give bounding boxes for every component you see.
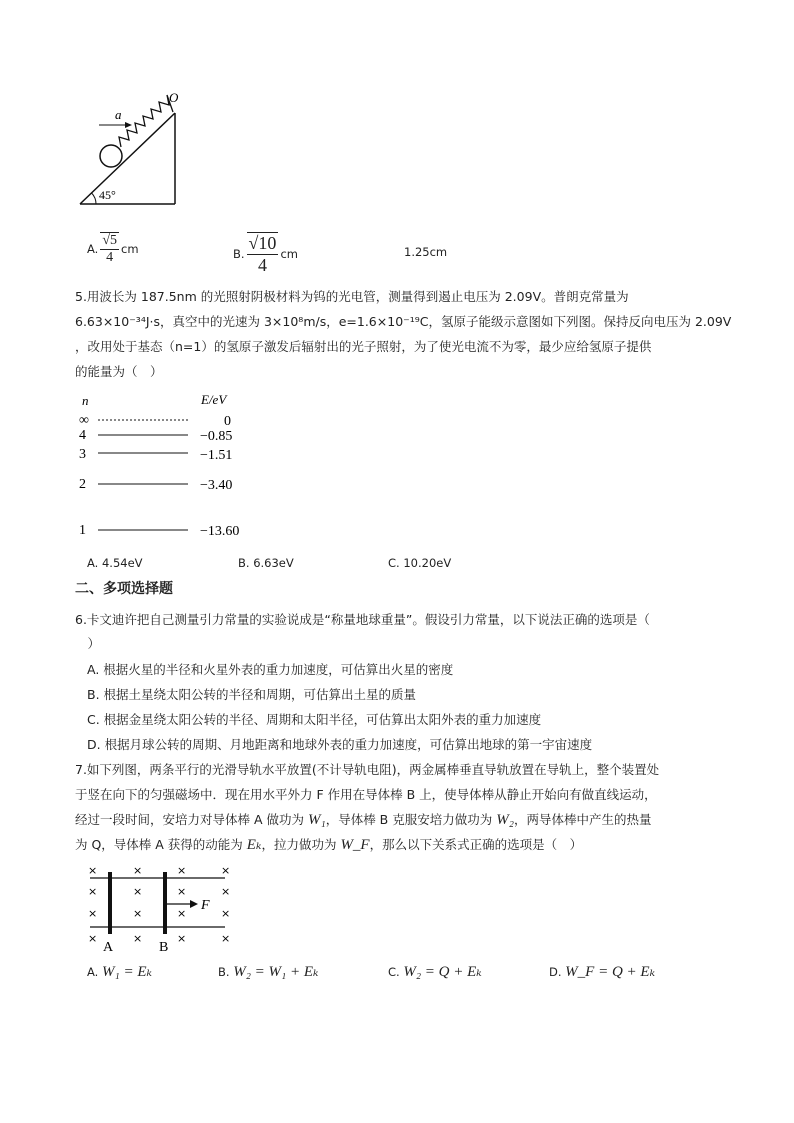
q6-line-2: ） [75, 636, 101, 651]
q6-option-a[interactable]: A. 根据火星的半径和火星外表的重力加速度，可估算出火星的密度 [87, 662, 454, 677]
level-n-3: 3 [79, 447, 86, 462]
field-cross: × [133, 932, 143, 945]
level-e-2: −3.40 [200, 478, 233, 493]
level-e-1: −13.60 [200, 524, 240, 539]
w2-symbol: W₂ [496, 812, 514, 828]
angle-label: 45° [99, 188, 116, 202]
field-cross: × [177, 932, 187, 945]
spring [119, 95, 173, 147]
field-cross: × [221, 864, 231, 877]
field-cross: × [88, 932, 98, 945]
field-cross: × [221, 907, 231, 920]
q5-line-2: 6.63×10⁻³⁴J·s，真空中的光速为 3×10⁸m/s，e=1.6×10⁻¹⁹C，氢原子能级示意图如下列图。保持反向电压为 2.09V [75, 314, 732, 329]
n-header: n [82, 393, 89, 408]
q7-option-d[interactable]: D. W_F = Q + Eₖ [549, 964, 656, 980]
q4-a-den: 4 [106, 250, 114, 265]
field-cross: × [177, 864, 187, 877]
field-cross: × [88, 885, 98, 898]
level-e-inf: 0 [224, 414, 231, 429]
field-cross: × [133, 907, 143, 920]
label-a: a [115, 107, 122, 122]
q6-option-c[interactable]: C. 根据金星绕太阳公转的半径、周期和太阳半径，可估算出太阳外表的重力加速度 [87, 712, 542, 727]
q7-option-c[interactable]: C. W₂ = Q + Eₖ [388, 964, 482, 980]
q5-option-c[interactable]: C. 10.20eV [388, 556, 452, 570]
force-arrowhead [190, 900, 198, 908]
ek-symbol: Eₖ [246, 837, 262, 853]
level-n-4: 4 [79, 428, 86, 443]
energy-level-diagram [70, 390, 270, 550]
level-e-4: −0.85 [200, 429, 233, 444]
q6-option-b[interactable]: B. 根据土星绕太阳公转的半径和周期，可估算出土星的质量 [87, 687, 417, 702]
q7-line-1: 7.如下列图，两条平行的光滑导轨水平放置(不计导轨电阻)，两金属棒垂直导轨放置在导轨上，整个装置处 [75, 762, 660, 777]
level-n-1: 1 [79, 523, 86, 538]
q7-line-3: 经过一段时间，安培力对导体棒 A 做功为 W₁，导体棒 B 克服安培力做功为 W₂，两导体棒中产生的热量 [75, 812, 652, 828]
q7-d-expr: W_F = Q + Eₖ [565, 964, 656, 980]
field-cross: × [133, 885, 143, 898]
field-cross: × [133, 864, 143, 877]
e-header: E/eV [201, 392, 227, 407]
q4-b-num: √10 [248, 233, 277, 253]
field-cross: × [88, 864, 98, 877]
q4-b-den: 4 [257, 255, 267, 275]
q6-option-d[interactable]: D. 根据月球公转的周期、月地距离和地球外表的重力加速度，可估算出地球的第一宇宙速度 [87, 737, 593, 752]
q5-line-4: 的能量为（ ） [75, 364, 163, 379]
q4-option-a[interactable]: A. $\frac{√5}{4}$ cm [87, 233, 139, 265]
q4-a-num: √5 [102, 233, 118, 248]
field-cross: × [221, 932, 231, 945]
q5-line-3: ，改用处于基态（n=1）的氢原子激发后辐射出的光子照射，为了使光电流不为零，最少应给氢原子提供 [75, 339, 652, 354]
q7-line-2: 于竖在向下的匀强磁场中．现在用水平外力 F 作用在导体棒 B 上，使导体棒从静止开始向有做直线运动， [75, 787, 657, 802]
q7-option-b[interactable]: B. W₂ = W₁ + Eₖ [218, 964, 319, 980]
level-n-inf: ∞ [79, 413, 89, 428]
ball [100, 145, 122, 167]
q7-line-4: 为 Q，导体棒 A 获得的动能为 Eₖ，拉力做功为 W_F，那么以下关系式正确的选项是（ ） [75, 837, 583, 853]
rail-diagram [80, 858, 245, 958]
q4-option-c[interactable]: 1.25cm [404, 245, 448, 259]
field-cross: × [221, 885, 231, 898]
wf-symbol: W_F [340, 837, 370, 853]
q5-line-1: 5.用波长为 187.5nm 的光照射阴极材料为钨的光电管，测量得到遏止电压为 2.09V。普朗克常量为 [75, 289, 629, 304]
field-cross: × [177, 885, 187, 898]
q4-option-b[interactable]: B. $\frac{√10}{4}$ cm [233, 233, 298, 275]
label-o: O [169, 90, 179, 105]
level-e-3: −1.51 [200, 448, 233, 463]
q7-option-a[interactable]: A. W₁ = Eₖ [87, 964, 152, 980]
label-rod-b: B [159, 940, 169, 955]
field-cross: × [177, 907, 187, 920]
label-rod-a: A [103, 940, 114, 955]
q7-b-expr: W₂ = W₁ + Eₖ [233, 964, 319, 980]
q5-option-a[interactable]: A. 4.54eV [87, 556, 143, 570]
q7-a-expr: W₁ = Eₖ [101, 964, 152, 980]
level-n-2: 2 [79, 477, 86, 492]
section-title: 二、多项选择题 [75, 581, 173, 597]
incline-figure [75, 85, 195, 210]
label-f: F [201, 898, 210, 913]
q5-option-b[interactable]: B. 6.63eV [238, 556, 294, 570]
q6-line-1: 6.卡文迪许把自己测量引力常量的实验说成是“称量地球重量”。假设引力常量，以下说法正确的选项是（ [75, 612, 650, 627]
w1-symbol: W₁ [307, 812, 326, 828]
field-cross: × [88, 907, 98, 920]
q7-c-expr: W₂ = Q + Eₖ [403, 964, 482, 980]
